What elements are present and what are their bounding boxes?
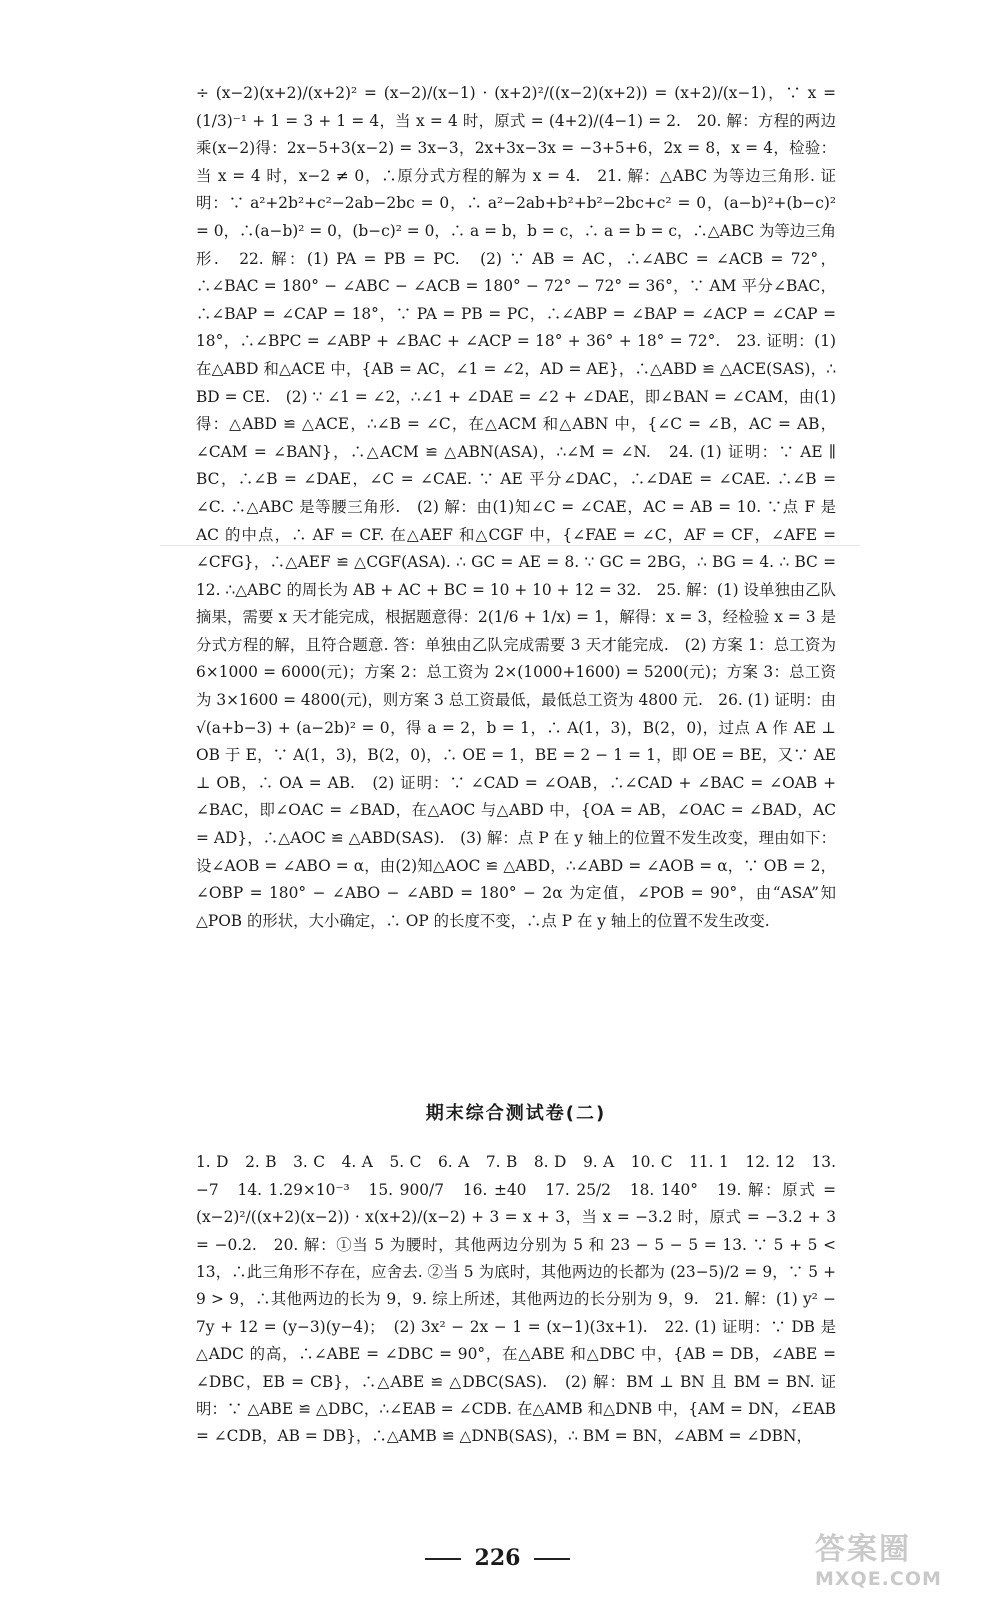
answer-section-1 xyxy=(196,80,836,935)
section-heading: 期末综合测试卷(二) xyxy=(425,1103,607,1124)
answer-paragraph-1: ÷ (x−2)(x+2)/(x+2)² = (x−2)/(x−1) · (x+2)²/((x−2)(x+2)) = (x+2)/(x−1)，∵ x = (1/3)⁻¹ + 1 = 3 + 1 = 4，当 x = 4 时，原式 = (4+2)/(4−1) = 2. 20. 解：方程的两边乘(x−2)得：2x−5+3(x−2) = 3x−3，2x+3x−3x = −3+5+6，2x = 8，x = 4，检验：当 x = 4 时，x−2 ≠ 0，∴原分式方程的解为 x = 4. 21. 解：△ABC 为等边三角形. 证明：∵ a²+2b²+c²−2ab−2bc = 0，∴ a²−2ab+b²+b²−2bc+c² = 0，(a−b)²+(b−c)² = 0，∴(a−b)² = 0，(b−c)² = 0，∴ a = b，b = c，∴ a = b = c，∴△ABC 为等边三角形. 22. 解：(1) PA = PB = PC. (2) ∵ AB = AC，∴∠ABC = ∠ACB = 72°，∴∠BAC = 180° − ∠ABC − ∠ACB = 180° − 72° − 72° = 36°，∵ AM 平分∠BAC，∴∠BAP = ∠CAP = 18°，∵ PA = PB = PC，∴∠ABP = ∠BAP = ∠ACP = ∠CAP = 18°，∴∠BPC = ∠ABP + ∠BAC + ∠ACP = 18° + 36° + 18° = 72°. 23. 证明：(1) 在△ABD 和△ACE 中，{AB = AC，∠1 = ∠2，AD = AE}，∴△ABD ≌ △ACE(SAS)，∴ BD = CE. (2) ∵ ∠1 = ∠2，∴∠1 + ∠DAE = ∠2 + ∠DAE，即∠BAN = ∠CAM，由(1)得：△ABD ≌ △ACE，∴∠B = ∠C，在△ACM 和△ABN 中，{∠C = ∠B，AC = AB，∠CAM = ∠BAN}，∴△ACM ≌ △ABN(ASA)，∴∠M = ∠N. 24. (1) 证明：∵ AE ∥ BC，∴∠B = ∠DAE，∠C = ∠CAE. ∵ AE 平分∠DAC，∴∠DAE = ∠CAE. ∴∠B = ∠C. ∴△ABC 是等腰三角形. (2) 解：由(1)知∠C = ∠CAE，AC = AB = 10. ∵点 F 是 AC 的中点，∴ AF = CF. 在△AEF 和△CGF 中，{∠FAE = ∠C，AF = CF，∠AFE = ∠CFG}，∴△AEF ≌ △CGF(ASA). ∴ GC = AE = 8. ∵ GC = 2BG，∴ BG = 4. ∴ BC = 12. ∴△ABC 的周长为 AB + AC + BC = 10 + 10 + 12 = 32. 25. 解：(1) 设单独由乙队摘果，需要 x 天才能完成，根据题意得：2(1/6 + 1/x) = 1，解得：x = 3，经检验 x = 3 是分式方程的解，且符合题意. 答：单独由乙队完成需要 3 天才能完成. (2) 方案 1：总工资为 6×1000 = 6000(元)；方案 2：总工资为 2×(1000+1600) = 5200(元)；方案 3：总工资为 3×1600 = 4800(元)，则方案 3 总工资最低，最低总工资为 4800 元. 26. (1) 证明：由 √(a+b−3) + (a−2b)² = 0，得 a = 2，b = 1，∴ A(1，3)，B(2，0)，过点 A 作 AE ⊥ OB 于 E，∵ A(1，3)，B(2，0)，∴ OE = 1，BE = 2 − 1 = 1，即 OE = BE，又∵ AE ⊥ OB，∴ OA = AB. (2) 证明：∵ ∠CAD = ∠OAB，∴∠CAD + ∠BAC = ∠OAB + ∠BAC，即∠OAC = ∠BAD，在△AOC 与△ABD 中，{OA = AB，∠OAC = ∠BAD，AC = AD}，∴△AOC ≌ △ABD(SAS). (3) 解：点 P 在 y 轴上的位置不发生改变，理由如下：设∠AOB = ∠ABO = α，由(2)知△AOC ≌ △ABD，∴∠ABD = ∠AOB = α，∵ OB = 2，∠OBP = 180° − ∠ABO − ∠ABD = 180° − 2α 为定值，∠POB = 90°，由“ASA”知△POB 的形状，大小确定，∴ OP 的长度不变，∴点 P 在 y 轴上的位置不发生改变. xyxy=(196,84,836,930)
scan-artifact-line xyxy=(160,545,860,546)
answer-section-2 xyxy=(196,1134,836,1466)
watermark-en: MXQE.COM xyxy=(815,1568,942,1590)
page-number-value: 226 xyxy=(474,1545,521,1571)
page-number-dash-right xyxy=(534,1558,570,1560)
answer-paragraph-2: 1. D 2. B 3. C 4. A 5. C 6. A 7. B 8. D 9. A 10. C 11. 1 12. 12 13. −7 14. 1.29×10⁻³ 15. 900/7 16. ±40 17. 25/2 18. 140° 19. 解：原式 = (x−2)²/((x+2)(x−2)) · x(x+2)/(x−2) + 3 = x + 3，当 x = −3.2 时，原式 = −3.2 + 3 = −0.2. 20. 解：①当 5 为腰时，其他两边分别为 5 和 23 − 5 − 5 = 13. ∵ 5 + 5 < 13，∴此三角形不存在，应舍去. ②当 5 为底时，其他两边的长都为 (23−5)/2 = 9，∵ 5 + 9 > 9，∴其他两边的长为 9，9. 综上所述，其他两边的长分别为 9，9. 21. 解：(1) y² − 7y + 12 = (y−3)(y−4)； (2) 3x² − 2x − 1 = (x−1)(3x+1). 22. (1) 证明：∵ DB 是△ADC 的高，∴∠ABE = ∠DBC = 90°，在△ABE 和△DBC 中，{AB = DB，∠ABE = ∠DBC，EB = CB}，∴△ABE ≌ △DBC(SAS). (2) 解：BM ⊥ BN 且 BM = BN. 证明：∵ △ABE ≌ △DBC，∴∠EAB = ∠CDB. 在△AMB 和△DNB 中，{AM = DN，∠EAB = ∠CDB，AB = DB}，∴△AMB ≌ △DNB(SAS)，∴ BM = BN，∠ABM = ∠DBN， xyxy=(196,1153,836,1446)
watermark-logo xyxy=(815,1524,965,1590)
watermark-cn: 答案圈 xyxy=(815,1532,911,1567)
page-number-dash-left xyxy=(425,1558,461,1560)
